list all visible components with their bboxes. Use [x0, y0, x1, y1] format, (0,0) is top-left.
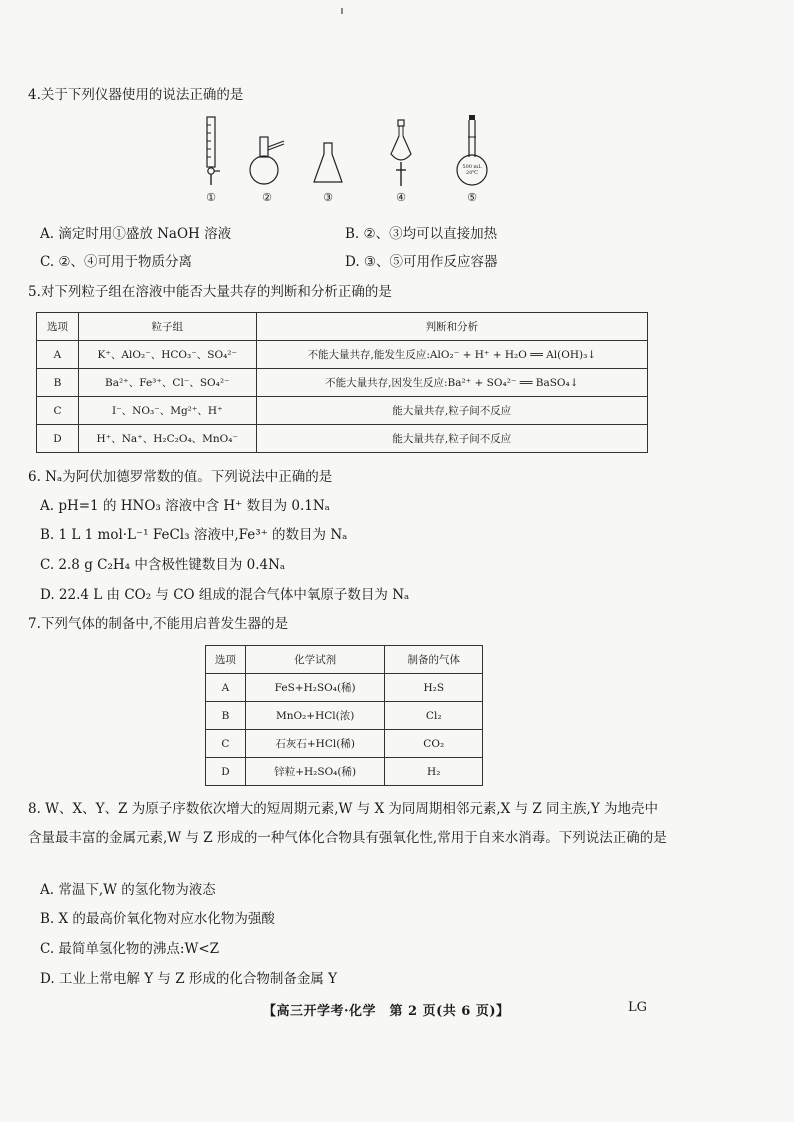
table-row: [206, 702, 483, 730]
q7-stem: 7.下列气体的制备中,不能用启普发生器的是: [28, 616, 289, 632]
q5-header-particles: 粒子组: [78, 313, 256, 341]
q7-header-option: 选项: [206, 646, 246, 674]
flask-temperature: 20℃: [466, 170, 478, 176]
q4-option-d: D. ③、⑤可用作反应容器: [345, 254, 498, 270]
footer-title: 【高三开学考·化学 第 2 页(共 6 页)】: [263, 1004, 510, 1019]
q6-option-b: B. 1 L 1 mol·L⁻¹ FeCl₃ 溶液中,Fe³⁺ 的数目为 Nₐ: [40, 527, 348, 543]
cell: K⁺、AlO₂⁻、HCO₃⁻、SO₄²⁻: [78, 341, 256, 369]
cell: 不能大量共存,因发生反应:Ba²⁺ + SO₄²⁻ ══ BaSO₄↓: [256, 369, 647, 397]
q7-header-reagent: 化学试剂: [245, 646, 385, 674]
cell: Ba²⁺、Fe³⁺、Cl⁻、SO₄²⁻: [78, 369, 256, 397]
cell: 石灰石+HCl(稀): [245, 730, 385, 758]
q6-stem: 6. Nₐ为阿伏加德罗常数的值。下列说法中正确的是: [28, 469, 333, 485]
q5-header-option: 选项: [37, 313, 79, 341]
q4-option-a: A. 滴定时用①盛放 NaOH 溶液: [40, 226, 232, 242]
cell: D: [206, 758, 246, 786]
cell: C: [37, 397, 79, 425]
cell: D: [37, 425, 79, 453]
cell: B: [206, 702, 246, 730]
cell: H₂: [385, 758, 483, 786]
separatory-funnel-icon: [388, 118, 414, 188]
label-5: ⑤: [467, 191, 477, 204]
q4-option-b: B. ②、③均可以直接加热: [345, 226, 498, 242]
label-4: ④: [396, 191, 406, 204]
label-1: ①: [206, 191, 216, 204]
table-row: [206, 674, 483, 702]
cell: 锌粒+H₂SO₄(稀): [245, 758, 385, 786]
cell: MnO₂+HCl(浓): [245, 702, 385, 730]
cell: FeS+H₂SO₄(稀): [245, 674, 385, 702]
table-row: [37, 425, 648, 453]
q5-header-row: [37, 313, 648, 341]
cell: I⁻、NO₃⁻、Mg²⁺、H⁺: [78, 397, 256, 425]
q4-option-c: C. ②、④可用于物质分离: [40, 254, 193, 270]
footer-code: LG: [628, 1000, 648, 1015]
q4-stem: 4.关于下列仪器使用的说法正确的是: [28, 87, 244, 103]
q5-header-analysis: 判断和分析: [256, 313, 647, 341]
cell: H⁺、Na⁺、H₂C₂O₄、MnO₄⁻: [78, 425, 256, 453]
flask-label: [460, 164, 484, 176]
scan-mark: [341, 8, 343, 14]
cell: A: [37, 341, 79, 369]
q6-option-d: D. 22.4 L 由 CO₂ 与 CO 组成的混合气体中氧原子数目为 Nₐ: [40, 587, 410, 603]
cell: CO₂: [385, 730, 483, 758]
burette-icon: [198, 115, 224, 187]
q8-option-a: A. 常温下,W 的氢化物为液态: [40, 882, 216, 898]
cell: Cl₂: [385, 702, 483, 730]
q6-option-a: A. pH=1 的 HNO₃ 溶液中含 H⁺ 数目为 0.1Nₐ: [40, 498, 330, 514]
q8-option-d: D. 工业上常电解 Y 与 Z 形成的化合物制备金属 Y: [40, 971, 338, 987]
cell: H₂S: [385, 674, 483, 702]
q7-table: [205, 645, 483, 786]
q5-table: [36, 312, 648, 453]
cell: 能大量共存,粒子间不反应: [256, 425, 647, 453]
cell: B: [37, 369, 79, 397]
q8-option-c: C. 最简单氢化物的沸点:W<Z: [40, 941, 220, 957]
cell: A: [206, 674, 246, 702]
distilling-flask-icon: [248, 135, 288, 187]
cell: C: [206, 730, 246, 758]
cell: 不能大量共存,能发生反应:AlO₂⁻ + H⁺ + H₂O ══ Al(OH)₃↓: [256, 341, 647, 369]
table-row: [206, 758, 483, 786]
table-row: [37, 341, 648, 369]
cell: 能大量共存,粒子间不反应: [256, 397, 647, 425]
q8-stem: 8. W、X、Y、Z 为原子序数依次增大的短周期元素,W 与 X 为同周期相邻元素,X 与 Z 同主族,Y 为地壳中含量最丰富的金属元素,W 与 Z 形成的一种气体化合物具有强氧化性,常用于自来水消毒。下列说法正确的是: [28, 801, 667, 846]
flask-capacity: 500 mL: [462, 164, 482, 170]
conical-flask-icon: [312, 140, 344, 186]
q8-option-b: B. X 的最高价氧化物对应水化物为强酸: [40, 911, 275, 927]
q7-header-gas: 制备的气体: [385, 646, 483, 674]
table-row: [37, 397, 648, 425]
table-row: [206, 730, 483, 758]
q6-option-c: C. 2.8 g C₂H₄ 中含极性键数目为 0.4Nₐ: [40, 557, 286, 573]
table-row: [37, 369, 648, 397]
q5-stem: 5.对下列粒子组在溶液中能否大量共存的判断和分析正确的是: [28, 284, 392, 300]
q7-header-row: [206, 646, 483, 674]
label-2: ②: [262, 191, 272, 204]
label-3: ③: [323, 191, 333, 204]
